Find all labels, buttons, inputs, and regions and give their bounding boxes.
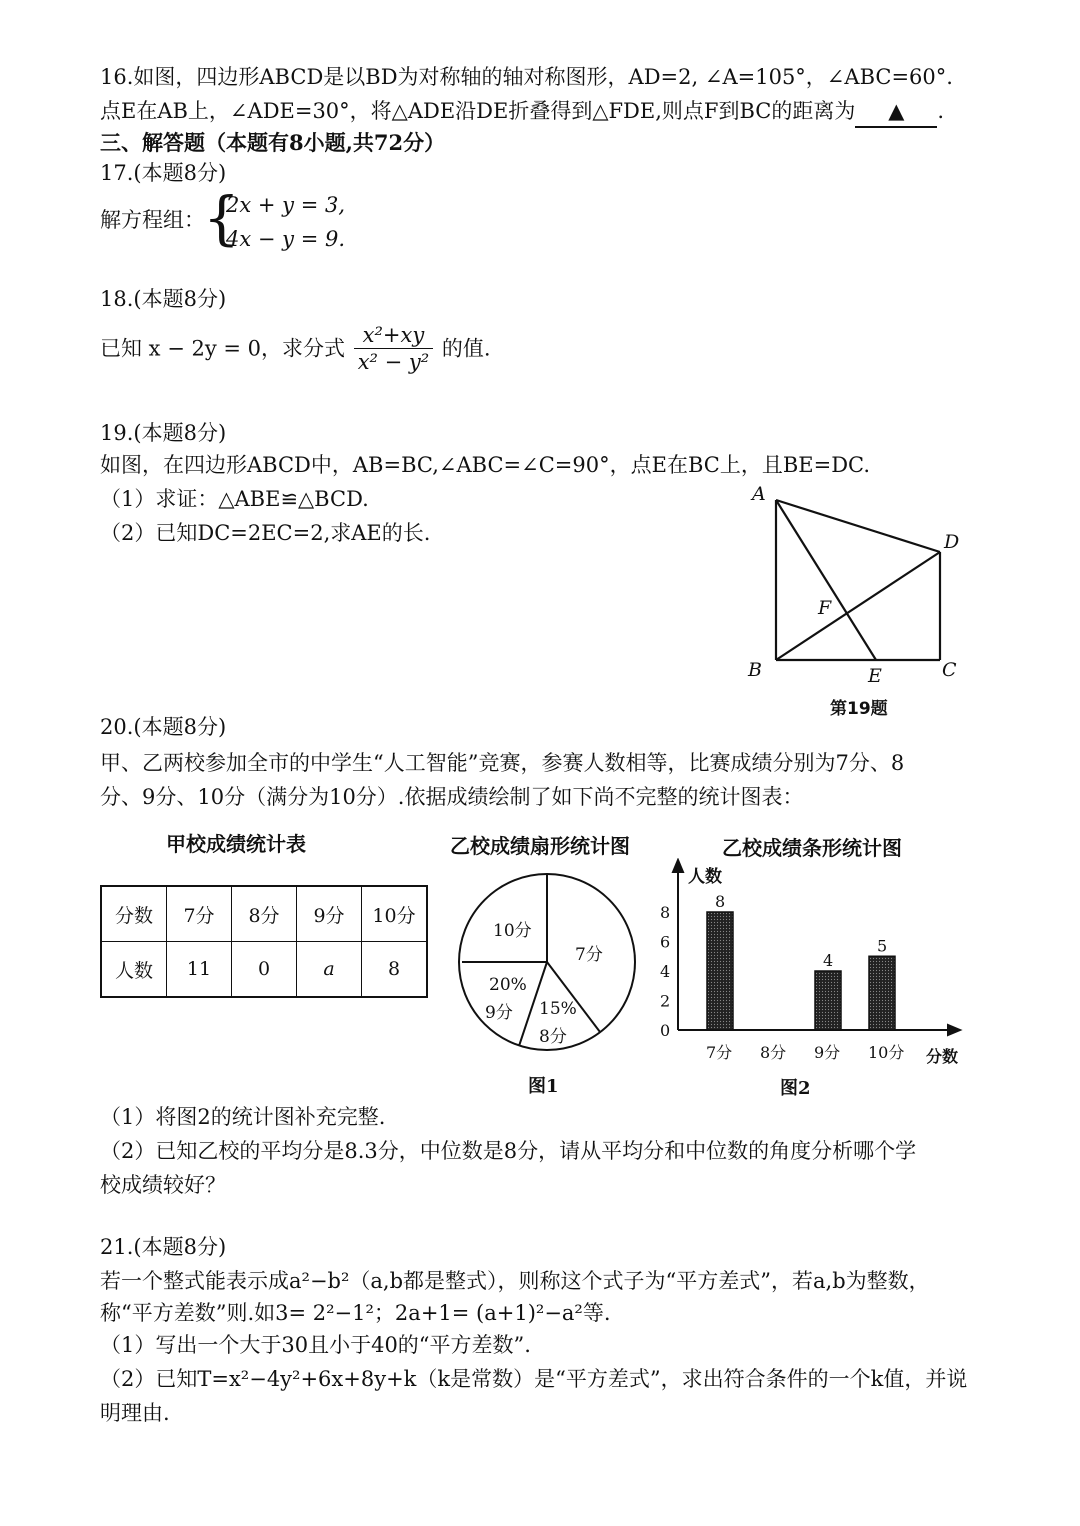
system-brace: { (203, 184, 240, 252)
q18-body (100, 322, 491, 375)
label-f: F (818, 597, 832, 619)
fig1-caption: 图1 (528, 1076, 559, 1097)
segment-bd (776, 552, 940, 660)
q18-denominator: x² − y² (357, 350, 430, 374)
pie-label-8: 8分 (539, 1027, 567, 1047)
bar-value-label: 8 (715, 892, 726, 911)
q16-line2 (100, 96, 944, 128)
q19-part2: （2）已知DC=2EC=2,求AE的长. (100, 521, 431, 545)
q19-caption: 第19题 (830, 699, 888, 719)
pie-label-7: 7分 (575, 945, 603, 965)
table-title: 甲校成绩统计表 (166, 832, 306, 856)
x-tick-label: 7分 (706, 1043, 733, 1062)
pie-title: 乙校成绩扇形统计图 (450, 834, 630, 858)
label-b: B (748, 659, 762, 681)
x-tick-label: 8分 (760, 1043, 787, 1062)
q19-heading: 19.(本题8分) (100, 421, 227, 445)
x-axis-arrow (948, 1025, 960, 1035)
bar-value-label: 4 (823, 951, 834, 970)
table-cell: 9分 (297, 886, 362, 942)
q21-part1: （1）写出一个大于30且小于40的“平方差数”. (100, 1333, 531, 1357)
x-tick-label: 9分 (814, 1043, 841, 1062)
segment-ae (776, 500, 876, 660)
x-axis-label: 分数 (926, 1047, 959, 1066)
pie-label-8-pct: 15% (539, 999, 577, 1019)
label-e: E (868, 665, 882, 687)
q21-heading: 21.(本题8分) (100, 1235, 227, 1259)
score-table (100, 885, 428, 998)
table-cell: 人数 (101, 942, 167, 998)
q21-stem2: 称“平方差数”则.如3= 2²−1²；2a+1= (a+1)²−a²等. (100, 1301, 611, 1325)
y-tick-label: 0 (660, 1021, 671, 1040)
q20-part1: （1）将图2的统计图补充完整. (100, 1105, 386, 1129)
y-tick-label: 4 (660, 962, 671, 981)
pie-divider (547, 962, 600, 1032)
q19-stem: 如图，在四边形ABCD中，AB=BC,∠ABC=∠C=90°，点E在BC上，且BE=DC. (100, 453, 871, 477)
label-c: C (942, 659, 957, 681)
table-cell: 0 (232, 942, 297, 998)
x-tick-label: 10分 (868, 1043, 905, 1062)
bar-chart (650, 858, 980, 1072)
table-cell: 7分 (167, 886, 232, 942)
answer-blank: ▲ (855, 96, 937, 128)
bar-value-label: 5 (877, 936, 888, 956)
q20-part2a: （2）已知乙校的平均分是8.3分，中位数是8分，请从平均分和中位数的角度分析哪个学 (100, 1139, 917, 1163)
bar-title: 乙校成绩条形统计图 (722, 836, 902, 860)
segment-ad (776, 500, 940, 552)
label-a: A (752, 483, 766, 505)
bar (707, 912, 733, 1030)
section3-heading: 三、解答题（本题有8小题,共72分） (100, 130, 446, 155)
fig2-caption: 图2 (780, 1078, 811, 1099)
y-axis-label: 人数 (688, 867, 722, 887)
q16-line1: 16.如图，四边形ABCD是以BD为对称轴的轴对称图形，AD=2, ∠A=105°，∠ABC=60°. (100, 65, 953, 89)
bar (815, 971, 841, 1030)
bar (869, 956, 895, 1030)
table-cell: 8分 (232, 886, 297, 942)
q20-stem2: 分、9分、10分（满分为10分）.依据成绩绘制了如下尚不完整的统计图表： (100, 785, 804, 809)
q18-suffix: 的值. (441, 336, 491, 361)
y-axis-arrow (673, 860, 683, 872)
q21-stem1: 若一个整式能表示成a²−b²（a,b都是整式），则称这个式子为“平方差式”，若a,b为整数， (100, 1269, 930, 1293)
q18-fraction (354, 322, 434, 375)
table-cell: 11 (167, 942, 232, 998)
q18-prefix: 已知 x − 2y = 0，求分式 (100, 336, 345, 361)
q19-figure (740, 480, 970, 720)
q16-end: . (937, 99, 945, 123)
q17-eq1: 2x + y = 3, (226, 193, 345, 217)
table-row (101, 886, 427, 942)
table-cell: 10分 (362, 886, 428, 942)
pie-chart (455, 870, 645, 1060)
y-tick-label: 8 (660, 903, 671, 922)
q18-heading: 18.(本题8分) (100, 287, 227, 311)
q21-part2b: 明理由. (100, 1401, 170, 1425)
table-cell: 8 (362, 942, 428, 998)
q16-line2-text: 点E在AB上，∠ADE=30°，将△ADE沿DE折叠得到△FDE,则点F到BC的距离为 (100, 99, 856, 123)
pie-label-10: 10分 (493, 921, 532, 941)
y-tick-label: 6 (660, 932, 671, 952)
q18-numerator: x²+xy (354, 322, 434, 349)
pie-label-9-pct: 20% (489, 975, 527, 995)
q20-part2b: 校成绩较好？ (100, 1173, 226, 1197)
q20-heading: 20.(本题8分) (100, 715, 227, 739)
q19-part1: （1）求证：△ABE≌△BCD. (100, 487, 369, 511)
table-cell: a (297, 942, 362, 998)
q17-heading: 17.(本题8分) (100, 161, 227, 185)
q20-stem1: 甲、乙两校参加全市的中学生“人工智能”竞赛，参赛人数相等，比赛成绩分别为7分、8 (100, 751, 905, 775)
q17-prompt: 解方程组： (100, 208, 205, 232)
table-row (101, 942, 427, 998)
label-d: D (944, 531, 960, 553)
table-cell: 分数 (101, 886, 167, 942)
q17-eq2: 4x − y = 9. (226, 227, 345, 251)
pie-label-9: 9分 (485, 1003, 513, 1023)
q21-part2a: （2）已知T=x²−4y²+6x+8y+k（k是常数）是“平方差式”，求出符合条件的一个k值，并说 (100, 1367, 968, 1391)
y-tick-label: 2 (660, 991, 671, 1011)
